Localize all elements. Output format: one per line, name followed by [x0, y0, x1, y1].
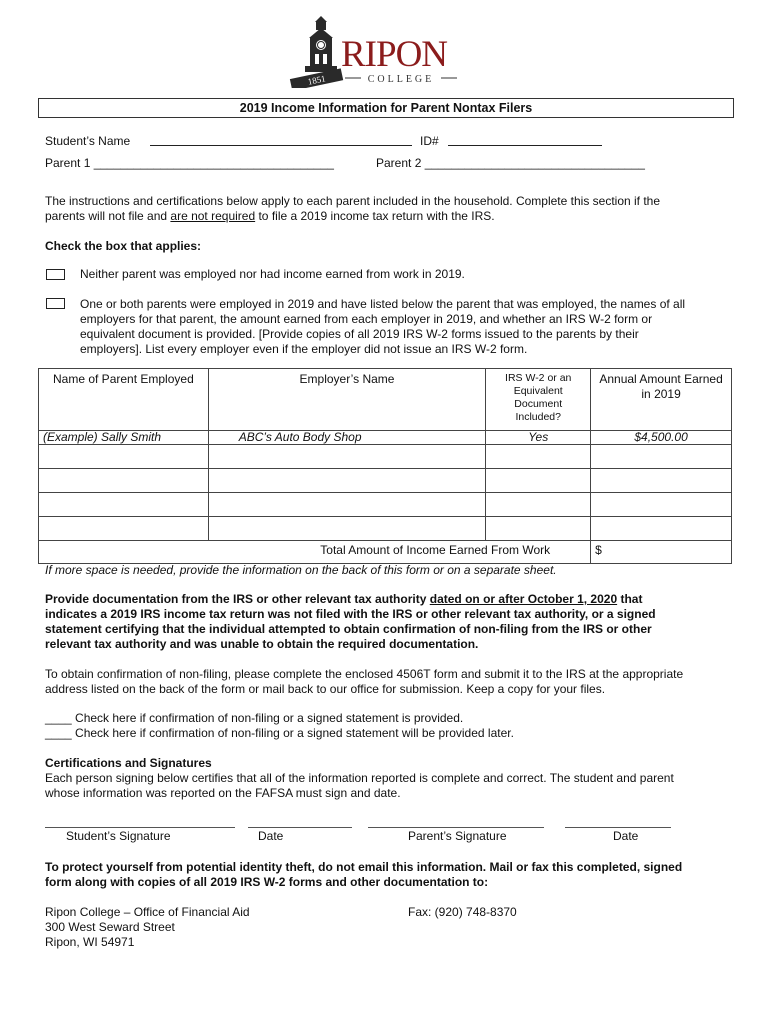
parent-signature-line[interactable]: [368, 826, 544, 828]
example-employer: ABC’s Auto Body Shop: [208, 431, 486, 445]
header-w2-included: IRS W-2 or an Equivalent Document Included?: [486, 369, 591, 431]
total-label: Total Amount of Income Earned From Work: [39, 541, 591, 564]
example-w2: Yes: [486, 431, 591, 445]
header-annual-amount: Annual Amount Earned in 2019: [591, 369, 732, 431]
parent1-field[interactable]: Parent 1 ____________________________________: [45, 156, 334, 170]
table-row[interactable]: [39, 445, 732, 469]
option2-checkbox[interactable]: [46, 298, 65, 309]
provide-documentation-text: Provide documentation from the IRS or other relevant tax authority dated on or after October 1, 2020 that indicates a 2019 IRS income tax return was not filed with the IRS or other relevant tax authority, or a signed statement certifying that the individual attempted to obtain confirmation of non-filing from the IRS or other relevant tax authority and was unable to obtain the required documentation.: [45, 592, 656, 651]
example-amount: $4,500.00: [591, 431, 732, 445]
mailing-address: Ripon College – Office of Financial Aid 300 West Seward Street Ripon, WI 54971: [45, 905, 250, 949]
check-provided[interactable]: ____ Check here if confirmation of non-filing or a signed statement is provided.: [45, 711, 464, 725]
table-row-example: [39, 431, 732, 445]
table-row[interactable]: [39, 469, 732, 493]
obtain-confirmation-text: To obtain confirmation of non-filing, please complete the enclosed 4506T form and submit it to the IRS at the appropriate address listed on the back of the form or mail back to our office for submission. Keep a copy for your files.: [45, 667, 684, 696]
table-row[interactable]: [39, 493, 732, 517]
certifications-heading: Certifications and Signatures: [45, 756, 212, 770]
student-name-label: Student’s Name: [45, 134, 131, 148]
parent2-field[interactable]: Parent 2 _________________________________: [376, 156, 645, 170]
parent-date-line[interactable]: [565, 826, 671, 828]
ripon-college-logo: [285, 16, 465, 88]
certifications-section: Certifications and Signatures Each person signing below certifies that all of the information reported is complete and correct. The student and parent whose information was reported on the FAFSA must sign and date.: [45, 756, 674, 800]
identity-theft-note: To protect yourself from potential identity theft, do not email this information. Mail or fax this completed, signed form along with copies of all 2019 IRS W-2 forms and other documentation to:: [45, 860, 683, 889]
student-date-label: Date: [258, 829, 284, 843]
student-signature-label: Student’s Signature: [66, 829, 171, 843]
svg-text:RIPON: RIPON: [341, 34, 448, 75]
total-value-field[interactable]: $: [591, 541, 732, 564]
intro-text: The instructions and certifications below apply to each parent included in the household. Complete this section if the parents will not file and are not required to file a 2019 income tax return with the IRS.: [45, 194, 661, 223]
example-parent: (Example) Sally Smith: [39, 431, 209, 445]
id-label: ID#: [420, 134, 439, 148]
more-space-note: If more space is needed, provide the information on the back of this form or on a separate sheet.: [45, 563, 557, 577]
form-title: 2019 Income Information for Parent Nontax Filers: [38, 98, 734, 118]
employment-table: [38, 368, 732, 564]
option1-checkbox[interactable]: [46, 269, 65, 280]
id-field[interactable]: [448, 145, 602, 146]
parent-date-label: Date: [613, 829, 639, 843]
svg-text:COLLEGE: COLLEGE: [367, 74, 435, 85]
header-parent-name: Name of Parent Employed: [39, 369, 209, 431]
option1-label: Neither parent was employed nor had income earned from work in 2019.: [80, 267, 465, 281]
student-signature-line[interactable]: [45, 826, 235, 828]
student-date-line[interactable]: [248, 826, 352, 828]
student-name-field[interactable]: [150, 145, 412, 146]
option2-label: One or both parents were employed in 2019 and have listed below the parent that was employed, the names of all employers for that parent, the amount earned from each employer in 2019, and whether an IRS W-2 form or equivalent document is provided. [Provide copies of all 2019 IRS W-2 forms issued to the parents by their employers]. List every employer even if the employer did not issue an IRS W-2 form.: [80, 297, 686, 356]
header-employer-name: Employer’s Name: [208, 369, 486, 431]
check-provided-later[interactable]: ____ Check here if confirmation of non-filing or a signed statement will be provided later.: [45, 726, 514, 740]
fax-number: Fax: (920) 748-8370: [408, 905, 517, 919]
parent-signature-label: Parent’s Signature: [408, 829, 507, 843]
table-row[interactable]: [39, 517, 732, 541]
table-total-row: [39, 541, 732, 564]
svg-text:1851: 1851: [306, 73, 327, 87]
table-header-row: [39, 369, 732, 431]
check-heading: Check the box that applies:: [45, 239, 202, 253]
check-lines: [45, 711, 514, 741]
